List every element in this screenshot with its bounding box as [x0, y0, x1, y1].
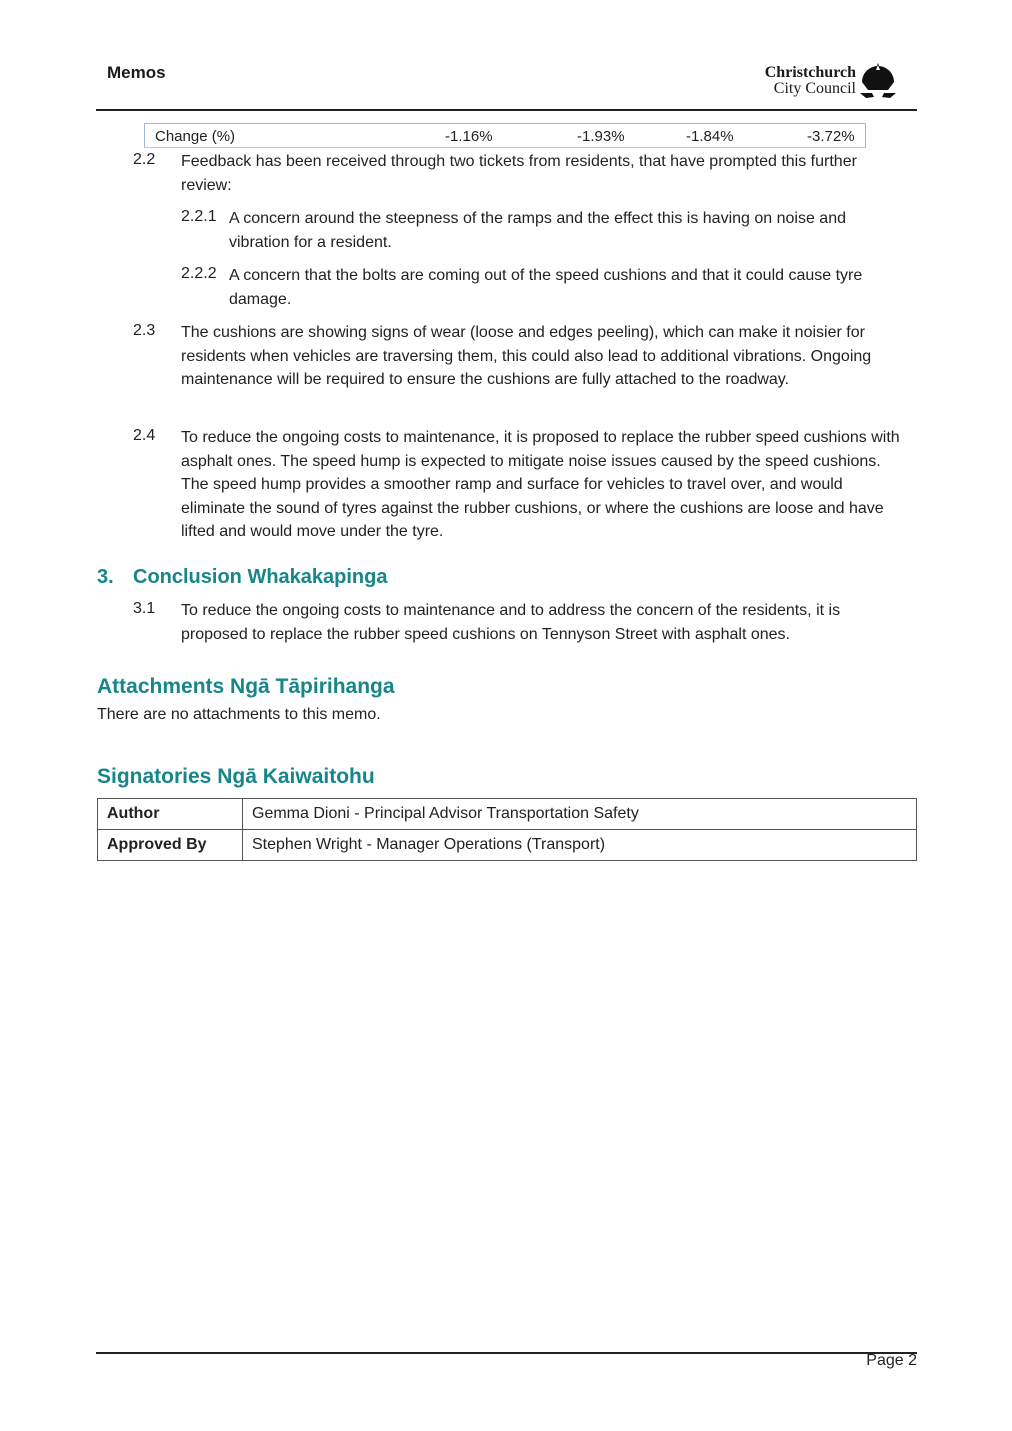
header-title: Memos: [107, 63, 166, 82]
para-2-2: Feedback has been received through two tickets from residents, that have prompted this further review:: [181, 153, 857, 194]
para-number: 2.4: [133, 427, 156, 444]
page-number: Page 2: [866, 1352, 917, 1369]
para-2-2-1: A concern around the steepness of the ramps and the effect this is having on noise and vibration for a resident.: [229, 210, 846, 251]
para-number: 2.2.2: [181, 265, 217, 282]
para-number: 2.2.1: [181, 208, 217, 225]
author-value: Gemma Dioni - Principal Advisor Transportation Safety: [243, 799, 917, 830]
section-number: 3.: [97, 566, 114, 588]
logo-line1: Christchurch: [764, 64, 856, 81]
signatories-heading: Signatories Ngā Kaiwaitohu: [97, 765, 375, 788]
attachments-heading: Attachments Ngā Tāpirihanga: [97, 675, 395, 698]
para-2-4: To reduce the ongoing costs to maintenance, it is proposed to replace the rubber speed cushions with asphalt ones. The speed hump is expected to mitigate noise issues caused by the speed cushions. The speed hump provides a smoother ramp and surface for vehicles to travel over, and would eliminate the sound of tyres against the rubber cushions, or where the cushions are loose and have lifted and would move under the tyre.: [181, 429, 900, 540]
para-number: 2.3: [133, 322, 156, 339]
footer-rule: [96, 1352, 917, 1354]
table-row: [98, 830, 917, 861]
change-value-4: -3.72%: [807, 128, 855, 145]
signatories-table: [97, 798, 917, 861]
para-number: 3.1: [133, 600, 156, 617]
table-row: [98, 799, 917, 830]
change-label: Change (%): [155, 128, 236, 145]
para-2-2-2: A concern that the bolts are coming out of the speed cushions and that it could cause tyre damage.: [229, 267, 863, 308]
logo-line2: City Council: [773, 80, 856, 97]
header-rule: [96, 109, 917, 111]
para-2-3: The cushions are showing signs of wear (loose and edges peeling), which can make it noisier for residents when vehicles are traversing them, this could also lead to additional vibrations. Ongoing maintenance will be required to ensure the cushions are fully attached to the roadway.: [181, 324, 872, 388]
council-logo: [745, 60, 900, 102]
para-3-1: To reduce the ongoing costs to maintenance and to address the concern of the residents, it is proposed to replace the rubber speed cushions on Tennyson Street with asphalt ones.: [181, 602, 841, 643]
change-percent-row: [144, 123, 866, 148]
approved-by-value: Stephen Wright - Manager Operations (Transport): [243, 830, 917, 861]
conclusion-heading: Conclusion Whakakapinga: [133, 566, 388, 588]
change-value-3: -1.84%: [686, 128, 734, 145]
para-number: 2.2: [133, 151, 156, 168]
approved-by-label: Approved By: [98, 830, 243, 861]
change-value-2: -1.93%: [577, 128, 625, 145]
cathedral-spire-icon: [860, 62, 896, 100]
change-value-1: -1.16%: [445, 128, 493, 145]
author-label: Author: [98, 799, 243, 830]
attachments-text: There are no attachments to this memo.: [97, 706, 381, 723]
